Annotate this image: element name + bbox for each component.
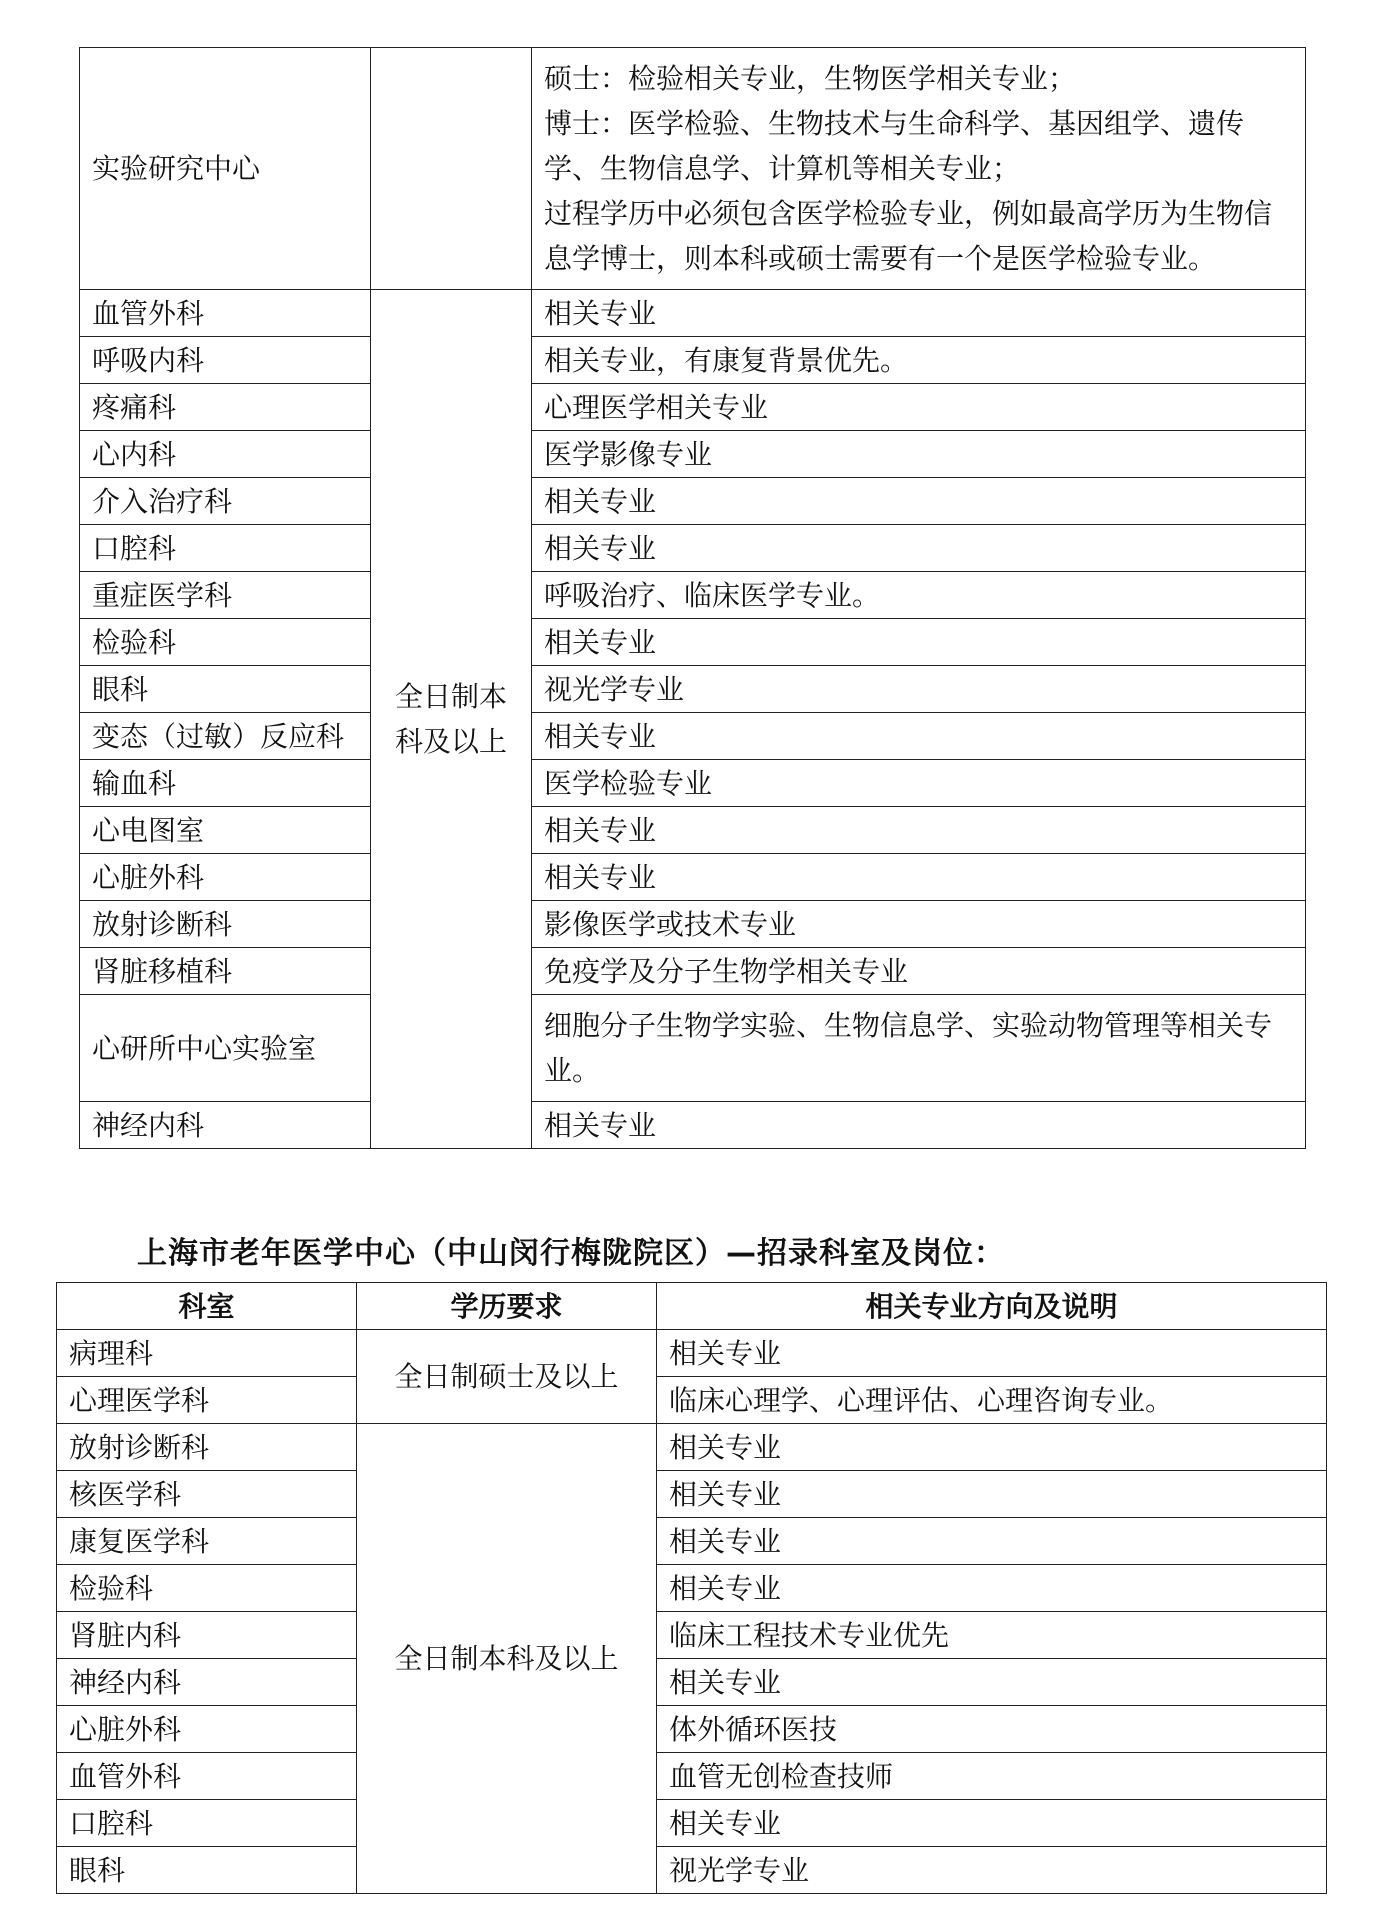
table-row (80, 290, 1306, 337)
major-cell: 视光学专业 (532, 666, 1306, 713)
department-cell: 检验科 (80, 619, 371, 666)
department-cell: 心脏外科 (80, 854, 371, 901)
department-cell: 介入治疗科 (80, 478, 371, 525)
major-cell: 临床工程技术专业优先 (657, 1612, 1327, 1659)
major-cell: 心理医学相关专业 (532, 384, 1306, 431)
department-cell: 康复医学科 (57, 1518, 357, 1565)
department-cell: 肾脏移植科 (80, 948, 371, 995)
recruitment-table-1 (79, 47, 1306, 1149)
table-row (80, 431, 1306, 478)
table-row (80, 901, 1306, 948)
department-cell: 核医学科 (57, 1471, 357, 1518)
table-row (57, 1753, 1327, 1800)
department-cell: 心电图室 (80, 807, 371, 854)
department-cell: 实验研究中心 (80, 48, 371, 290)
table-row (57, 1659, 1327, 1706)
department-cell: 重症医学科 (80, 572, 371, 619)
department-cell: 放射诊断科 (57, 1424, 357, 1471)
major-cell: 免疫学及分子生物学相关专业 (532, 948, 1306, 995)
major-cell: 医学检验专业 (532, 760, 1306, 807)
department-cell: 眼科 (57, 1847, 357, 1894)
table-row (57, 1424, 1327, 1471)
table-row (80, 337, 1306, 384)
table-row (57, 1471, 1327, 1518)
department-cell: 疼痛科 (80, 384, 371, 431)
table-row (57, 1330, 1327, 1377)
major-cell: 医学影像专业 (532, 431, 1306, 478)
column-header-department: 科室 (57, 1283, 357, 1330)
department-cell: 肾脏内科 (57, 1612, 357, 1659)
requirement-cell (532, 48, 1306, 290)
table-row (57, 1612, 1327, 1659)
major-cell: 相关专业 (532, 713, 1306, 760)
major-cell: 影像医学或技术专业 (532, 901, 1306, 948)
major-cell: 临床心理学、心理评估、心理咨询专业。 (657, 1377, 1327, 1424)
department-cell: 神经内科 (57, 1659, 357, 1706)
table-row (80, 666, 1306, 713)
column-header-major: 相关专业方向及说明 (657, 1283, 1327, 1330)
table-row (57, 1377, 1327, 1424)
requirement-line: 博士：医学检验、生物技术与生命科学、基因组学、遗传学、生物信息学、计算机等相关专业； (544, 107, 1245, 185)
education-cell-empty (371, 48, 532, 290)
major-cell: 相关专业 (532, 807, 1306, 854)
department-cell: 口腔科 (80, 525, 371, 572)
table-row (80, 619, 1306, 666)
table-row (57, 1800, 1327, 1847)
table-row (80, 478, 1306, 525)
major-cell: 体外循环医技 (657, 1706, 1327, 1753)
department-cell: 输血科 (80, 760, 371, 807)
major-cell: 呼吸治疗、临床医学专业。 (532, 572, 1306, 619)
major-cell: 相关专业 (532, 525, 1306, 572)
department-cell: 病理科 (57, 1330, 357, 1377)
table-row (80, 807, 1306, 854)
column-header-education: 学历要求 (357, 1283, 657, 1330)
department-cell: 变态（过敏）反应科 (80, 713, 371, 760)
table-row (80, 760, 1306, 807)
department-cell: 神经内科 (80, 1102, 371, 1149)
table-row (80, 384, 1306, 431)
major-cell: 相关专业 (532, 290, 1306, 337)
table-row (57, 1847, 1327, 1894)
major-cell: 细胞分子生物学实验、生物信息学、实验动物管理等相关专业。 (532, 995, 1306, 1102)
education-cell-merged: 全日制本科及以上 (357, 1424, 657, 1894)
table-row (80, 572, 1306, 619)
education-cell-merged: 全日制本科及以上 (371, 290, 532, 1149)
table-row (80, 854, 1306, 901)
table-row (80, 995, 1306, 1102)
major-cell: 相关专业 (657, 1424, 1327, 1471)
table-row (80, 48, 1306, 290)
department-cell: 心理医学科 (57, 1377, 357, 1424)
table-row (57, 1518, 1327, 1565)
requirement-line: 过程学历中必须包含医学检验专业，例如最高学历为生物信息学博士，则本科或硕士需要有一个是医学检验专业。 (544, 197, 1273, 275)
major-cell: 相关专业，有康复背景优先。 (532, 337, 1306, 384)
major-cell: 相关专业 (657, 1565, 1327, 1612)
department-cell: 心内科 (80, 431, 371, 478)
major-cell: 相关专业 (657, 1330, 1327, 1377)
table-row (80, 713, 1306, 760)
major-cell: 相关专业 (532, 619, 1306, 666)
department-cell: 放射诊断科 (80, 901, 371, 948)
department-cell: 血管外科 (80, 290, 371, 337)
major-cell: 血管无创检查技师 (657, 1753, 1327, 1800)
department-cell: 血管外科 (57, 1753, 357, 1800)
major-cell: 相关专业 (657, 1659, 1327, 1706)
major-cell: 相关专业 (657, 1518, 1327, 1565)
department-cell: 眼科 (80, 666, 371, 713)
table-row (80, 525, 1306, 572)
table-row (57, 1706, 1327, 1753)
table-header-row (57, 1283, 1327, 1330)
education-cell-merged: 全日制硕士及以上 (357, 1330, 657, 1424)
table-row (80, 1102, 1306, 1149)
major-cell: 相关专业 (657, 1471, 1327, 1518)
major-cell: 相关专业 (532, 478, 1306, 525)
major-cell: 视光学专业 (657, 1847, 1327, 1894)
department-cell: 心脏外科 (57, 1706, 357, 1753)
department-cell: 呼吸内科 (80, 337, 371, 384)
major-cell: 相关专业 (532, 854, 1306, 901)
major-cell: 相关专业 (532, 1102, 1306, 1149)
recruitment-table-2 (56, 1282, 1327, 1894)
section-heading: 上海市老年医学中心（中山闵行梅陇院区）—招录科室及岗位： (137, 1236, 1005, 1271)
department-cell: 口腔科 (57, 1800, 357, 1847)
department-cell: 心研所中心实验室 (80, 995, 371, 1102)
department-cell: 检验科 (57, 1565, 357, 1612)
major-cell: 相关专业 (657, 1800, 1327, 1847)
requirement-line: 硕士：检验相关专业，生物医学相关专业； (544, 62, 1077, 95)
table-row (80, 948, 1306, 995)
table-row (57, 1565, 1327, 1612)
